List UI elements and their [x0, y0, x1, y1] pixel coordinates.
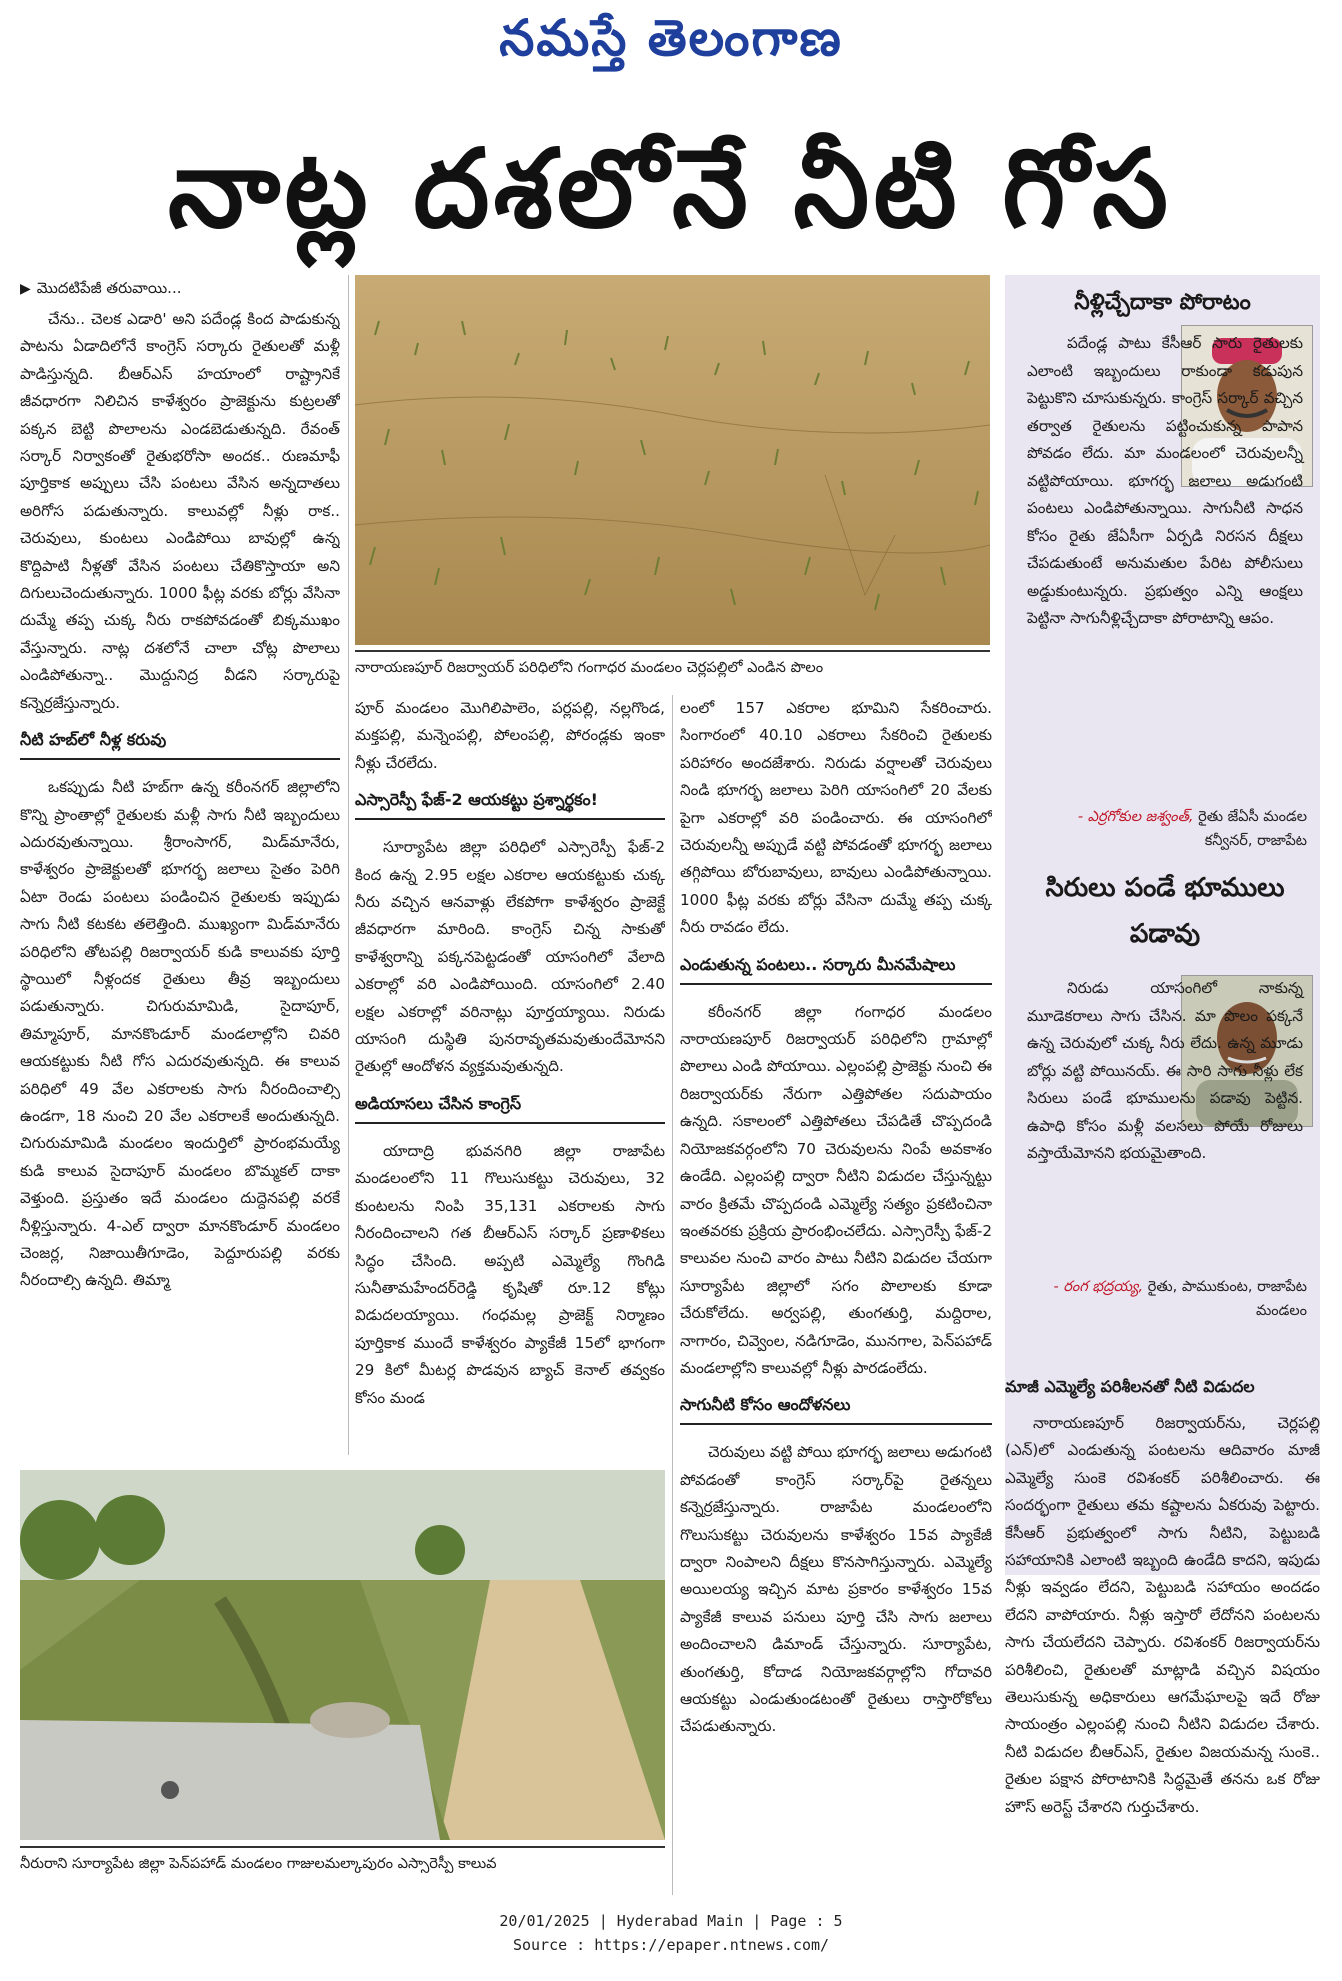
subheading: ఎండుతున్న పంటలు.. సర్కారు మీనమేషాలు	[680, 950, 992, 985]
attribution-role: రైతు, పాముకుంట, రాజాపేట మండలం	[1147, 1279, 1307, 1319]
article-paragraph: సూర్యాపేట జిల్లా పరిధిలో ఎస్సారెస్పీ ఫేజ్-2 కింద ఉన్న 2.95 లక్షల ఎకరాల ఆయకట్టుకు చుక్క నీరు వచ్చిన ఆనవాళ్లు లేకపోగా కాళేశ్వరం ప్రాజెక్టే జీవధారగా మారింది. కాంగ్రెస్ చిన్న సాకుతో కాళేశ్వరాన్ని పక్కనపెట్టడంతో యాసంగిలో వేలాది ఎకరాల్లో వరి ఎండిపోయింది. యాసంగిలో 2.40 లక్షల ఎకరాల్లో వరినాట్లు పూర్తయ్యాయి. నిరుడు యాసంగి దుస్థితి పునరావృతమవుతుందేమోనని రైతుల్లో ఆందోళన వ్యక్తమవుతున్నది.	[355, 838, 665, 1076]
footer-date-line: 20/01/2025 | Hyderabad Main | Page : 5	[499, 1912, 843, 1930]
article-column-5	[1005, 1372, 1320, 1902]
attribution-name: - రంగ భద్రయ్య,	[1053, 1279, 1144, 1295]
article-column-2	[355, 695, 665, 1465]
dry-canal-photo	[20, 1470, 665, 1840]
sidebar-quote-text: పదేండ్ల పాటు కేసీఆర్ సారు రైతులకు ఎలాంటి ఇబ్బందులు రాకుండా కడుపున పెట్టుకొని చూసుకున్నరు. కాంగ్రెస్ సర్కార్ వచ్చిన తర్వాత రైతులను పట్టించుకున్న పాపాన పోవడం లేదు. మా మండలంలో చెరువులన్నీ వట్టిపోయాయి. భూగర్భ జలాలు అడుగంటి పంటలు ఎండిపోతున్నాయి. సాగునీటి సాధన కోసం రైతు జేఏసీగా ఏర్పడి నిరసన దీక్షలు చేపడుతుంటే అనుమతుల పేరిట పోలీసులు అడ్డుకుంటున్నరు. ప్రభుత్వం ఎన్ని ఆంక్షలు పెట్టినా సాగునీళ్లిచ్చేదాకా పోరాటాన్ని ఆపం.	[1027, 334, 1303, 627]
attribution-name: - ఎర్రగోకుల జశ్వంత్,	[1077, 809, 1194, 825]
attribution-role: రైతు జేఏసీ మండల కన్వీనర్, రాజాపేట	[1198, 809, 1307, 849]
subheading: ఎస్సారెస్పీ ఫేజ్-2 ఆయకట్టు ప్రశ్నార్థకం!	[355, 785, 665, 820]
article-column-1	[20, 275, 340, 1465]
column-divider	[672, 695, 673, 1895]
quote-attribution	[1027, 805, 1307, 853]
sidebar-heading: నీళ్లిచ్చేదాకా పోరాటం	[1074, 290, 1251, 315]
sidebar-quote-text: నిరుడు యాసంగిలో నాకున్న మూడెకరాలు సాగు చేసిన. మా పొలం పక్కనే ఉన్న చెరువులో చుక్క నీరు లేదు. ఉన్న మూడు బోర్లు వట్టి పోయినయ్. ఈ సారి సాగు నీళ్లు లేక సిరులు పండే భూములను పడావు పెట్టిన. ఉపాధి కోసం మళ్లీ వలసలు పోయే రోజులు వస్తాయేమోనని భయమైతాంది.	[1027, 979, 1303, 1162]
article-paragraph: లంలో 157 ఎకరాల భూమిని సేకరించారు. సింగారంలో 40.10 ఎకరాలు సేకరించి రైతులకు పరిహారం అందజేశారు. నిరుడు వర్షాలతో చెరువులు నిండి భూగర్భ జలాలు పెరిగి యాసంగిలో 20 వేలకు పైగా ఎకరాల్లో వరి పండించారు. ఈ యాసంగిలో చెరువులన్నీ అప్పుడే వట్టి పోవడంతో భూగర్భ జలాలు తగ్గిపోయి బోరుబావులు, బావులు ఎండిపోతున్నాయి. 1000 ఫీట్ల వరకు బోర్లు వేసినా దుమ్మే తప్ప చుక్క నీరు రావడం లేదు.	[680, 699, 992, 937]
canal-illustration	[20, 1470, 665, 1840]
article-paragraph: చేను.. చెలక ఎడారి' అని పదేండ్ల కింద పాడుకున్న పాటను ఏడాదిలోనే కాంగ్రెస్ సర్కారు రైతులతో మళ్లీ పాడిస్తున్నది. బీఆర్ఎస్ హయాంలో రాష్ట్రానికే జీవధారగా నిలిచిన కాళేశ్వరం ప్రాజెక్టును కుట్రలతో పక్కన బెట్టి పొలాలను ఎండబెడుతున్నది. రేవంత్ సర్కార్ నిర్వాకంతో రైతుభరోసా అందక.. రుణమాఫీ పూర్తికాక అప్పులు చేసి పంటలు వేసిన అన్నదాతలు అరిగోస పడుతున్నారు. కాలువల్లో నీళ్లు రాక.. చెరువులు, కుంటలు ఎండిపోయి బావుల్లో ఉన్న కొద్దిపాటి నీళ్లతో వేసిన పంటలు చేతికొస్తాయా అని దిగులుచెందుతున్నారు. 1000 ఫీట్ల వరకు బోర్లు వేసినా దుమ్మే తప్ప చుక్క నీరు రాకపోవడంతో బిక్కముఖం వేస్తున్నారు. నాట్ల దశలోనే చాలా చోట్ల పొలాలు ఎండిపోతున్నా.. మొద్దునిద్ర వీడని సర్కారుపై కన్నెర్రజేస్తున్నారు.	[20, 310, 340, 712]
article-paragraph: చెరువులు వట్టి పోయి భూగర్భ జలాలు అడుగంటి పోవడంతో కాంగ్రెస్ సర్కార్‌పై రైతన్నలు కన్నెర్రజేస్తున్నారు. రాజాపేట మండలంలోని గొలుసుకట్టు చెరువులను కాళేశ్వరం 15వ ప్యాకేజీ ద్వారా నింపాలని దీక్షలు కొనసాగిస్తున్నారు. ఎమ్మెల్యే అయిలయ్య ఇచ్చిన మాట ప్రకారం కాళేశ్వరం 15వ ప్యాకేజీ కాలువ పనులు పూర్తి చేసి సాగు జలాలు అందించాలని డిమాండ్ చేస్తున్నారు. సూర్యాపేట, తుంగతుర్తి, కోదాడ నియోజకవర్గాల్లోని గోదావరి ఆయకట్టు ఎండుతుండటంతో రైతులు రాస్తారోకోలు చేపడుతున్నారు.	[680, 1443, 992, 1736]
dry-paddy-field-photo	[355, 275, 990, 645]
footer-source-line: Source : https://epaper.ntnews.com/	[512, 1936, 830, 1954]
article-paragraph: పూర్ మండలం మొగిలిపాలెం, పర్లపల్లి, నల్లగొండ, మక్తపల్లి, మన్నెంపల్లి, పోలంపల్లి, పోరండ్లకు ఇంకా నీళ్లు చేరలేదు.	[355, 699, 665, 772]
article-paragraph: ఒకప్పుడు నీటి హబ్‌గా ఉన్న కరీంనగర్ జిల్లాలోని కొన్ని ప్రాంతాల్లో రైతులకు మళ్లీ సాగు నీటి ఇబ్బందులు ఎదురవుతున్నాయి. శ్రీరాంసాగర్, మిడ్‌మానేరు, కాళేశ్వరం ప్రాజెక్టులతో భూగర్భ జలాలు సైతం పెరిగి ఏటా రెండు పంటలు పండించిన రైతులకు ఇప్పుడు సాగు నీటి కటకట తలెత్తింది. ముఖ్యంగా మిడ్‌మానేరు పరిధిలోని తోటపల్లి రిజర్వాయర్ కుడి కాలువకు పూర్తి స్థాయిలో నీళ్లందక రైతులు తీవ్ర ఇబ్బందులు పడుతున్నారు. చిగురుమామిడి, సైదాపూర్, తిమ్మాపూర్, మానకొండూర్ మండలాల్లోని చివరి ఆయకట్టుకు నీటి గోస ఎదురవుతున్నది. ఈ కాలువ పరిధిలో 49 వేల ఎకరాలకు సాగు నీరందించాల్సి ఉండగా, 18 నుంచి 20 వేల ఎకరాలకే అందుతున్నది. చిగురుమామిడి మండలం ఇందుర్తిలో ప్రారంభమయ్యే కుడి కాలువ సైదాపూర్ మండలం బొమ్మకల్ దాకా వెళ్తుంది. ప్రస్తుతం ఇదే మండలం దుద్దెనపల్లి వరకే నీళ్లిస్తున్నారు. 4-ఎల్ ద్వారా మానకొండూర్ మండలం చెంజర్ల, నిజాయితీగూడెం, పెద్దూరుపల్లి వరకు నీరందాల్సి ఉన్నది. తిమ్మా	[20, 778, 340, 1290]
subheading: సాగునీటి కోసం ఆందోళనలు	[680, 1390, 992, 1425]
continued-from-line	[20, 275, 340, 302]
subheading: మాజీ ఎమ్మెల్యే పరిశీలనతో నీటి విడుదల	[1005, 1377, 1255, 1396]
dry-field-illustration	[355, 275, 990, 645]
arrow-icon: ▶	[20, 281, 31, 297]
sidebar-heading: సిరులు పండే భూములు పడావు	[1045, 873, 1285, 949]
subheading: అడియాసలు చేసిన కాంగ్రెస్	[355, 1089, 665, 1124]
quote-attribution	[1027, 1275, 1307, 1323]
article-paragraph: నారాయణపూర్ రిజర్వాయర్‌ను, చెర్లపల్లి (ఎన్)లో ఎండుతున్న పంటలను ఆదివారం మాజీ ఎమ్మెల్యే సుంకె రవిశంకర్ పరిశీలించారు. ఈ సందర్భంగా రైతులు తమ కష్టాలను ఏకరువు పెట్టారు. కేసీఆర్ ప్రభుత్వంలో సాగు నీటిని, పెట్టుబడి సహాయానికి ఎలాంటి ఇబ్బంది ఉండేది కాదని, ఇపుడు నీళ్లు ఇవ్వడం లేదని, పెట్టుబడి సహాయం అందడం లేదని వాపోయారు. నీళ్లు ఇస్తారో లేదోనని పంటలను సాగు చేయలేదని చెప్పారు. రవిశంకర్ రిజర్వాయర్‌ను పరిశీలించి, రైతులతో మాట్లాడి వచ్చిన విషయం తెలుసుకున్న అధికారులు ఆగమేఘాలపై ఇదే రోజు సాయంత్రం ఎల్లంపల్లి నుంచి నీటిని విడుదల చేశారు. నీటి విడుదల బీఆర్ఎస్, రైతుల విజయమన్న సుంకె.. రైతుల పక్షాన పోరాటానికి సిద్ధమైతే తనను ఒక రోజు హౌస్ అరెస్ట్ చేశారని గుర్తుచేశారు.	[1005, 1414, 1320, 1816]
photo-caption: నీరురాని సూర్యాపేట జిల్లా పెన్‌పహాడ్ మండలం గాజులమల్కాపురం ఎస్సారెస్పీ కాలువ	[20, 1846, 665, 1876]
photo-caption: నారాయణపూర్ రిజర్వాయర్ పరిధిలోని గంగాధర మండలం చెర్లపల్లిలో ఎండిన పొలం	[355, 650, 990, 680]
masthead-logo: నమస్తే తెలంగాణ	[499, 8, 843, 67]
article-column-3	[680, 695, 992, 1895]
article-paragraph: కరీంనగర్ జిల్లా గంగాధర మండలం నారాయణపూర్ రిజర్వాయర్ పరిధిలోని గ్రామాల్లో పొలాలు ఎండి పోయాయి. ఎల్లంపల్లి ప్రాజెక్టు నుంచి ఈ రిజర్వాయర్‌కు నేరుగా ఎత్తిపోతల సదుపాయం ఉన్నది. సకాలంలో ఎత్తిపోతలు చేపడితే చొప్పదండి నియోజకవర్గంలోని 70 చెరువులను నింపే అవకాశం ఉండేది. ఎల్లంపల్లి ద్వారా నీటిని విడుదల చేస్తున్నట్టు వారం క్రితమే చొప్పదండి ఎమ్మెల్యే సత్యం ప్రకటించినా ఇంతవరకు ప్రక్రియ ప్రారంభించలేదు. ఎస్సారెస్పీ ఫేజ్-2 కాలువల నుంచి వారం పాటు నీటిని విడుదల చేయగా సూర్యాపేట జిల్లాలో సగం పొలాలకు కూడా చేరుకోలేదు. అర్వపల్లి, తుంగతుర్తి, మద్దిరాల, నాగారం, చివ్వెంల, నడిగూడెం, మునగాల, పెన్‌పహాడ్ మండలాల్లోని కాలువల్లో నీళ్లు పారడంలేదు.	[680, 1002, 992, 1377]
continued-from-text: మొదటిపేజీ తరువాయి...	[36, 279, 182, 297]
column-divider	[348, 275, 349, 1455]
article-paragraph: యాదాద్రి భువనగిరి జిల్లా రాజాపేట మండలంలోని 11 గొలుసుకట్టు చెరువులు, 32 కుంటలను నింపి 35,131 ఎకరాలకు సాగు నీరందించాలని గత బీఆర్ఎస్ సర్కార్ ప్రణాళికలు సిద్ధం చేసింది. అప్పటి ఎమ్మెల్యే గొంగిడి సునీతామహేందర్‌రెడ్డి కృషితో రూ.12 కోట్లు విడుదలయ్యాయి. గంధమల్ల ప్రాజెక్ట్ నిర్మాణం పూర్తికాక ముందే కాళేశ్వరం ప్యాకేజీ 15లో భాగంగా 29 కిలో మీటర్ల పొడవున బ్యాచ్ కెనాల్ తవ్వకం కోసం మండ	[355, 1141, 665, 1407]
subheading: నీటి హబ్‌లో నీళ్ల కరువు	[20, 725, 340, 760]
page-headline: నాట్ల దశలోనే నీటి గోస	[168, 127, 1172, 252]
